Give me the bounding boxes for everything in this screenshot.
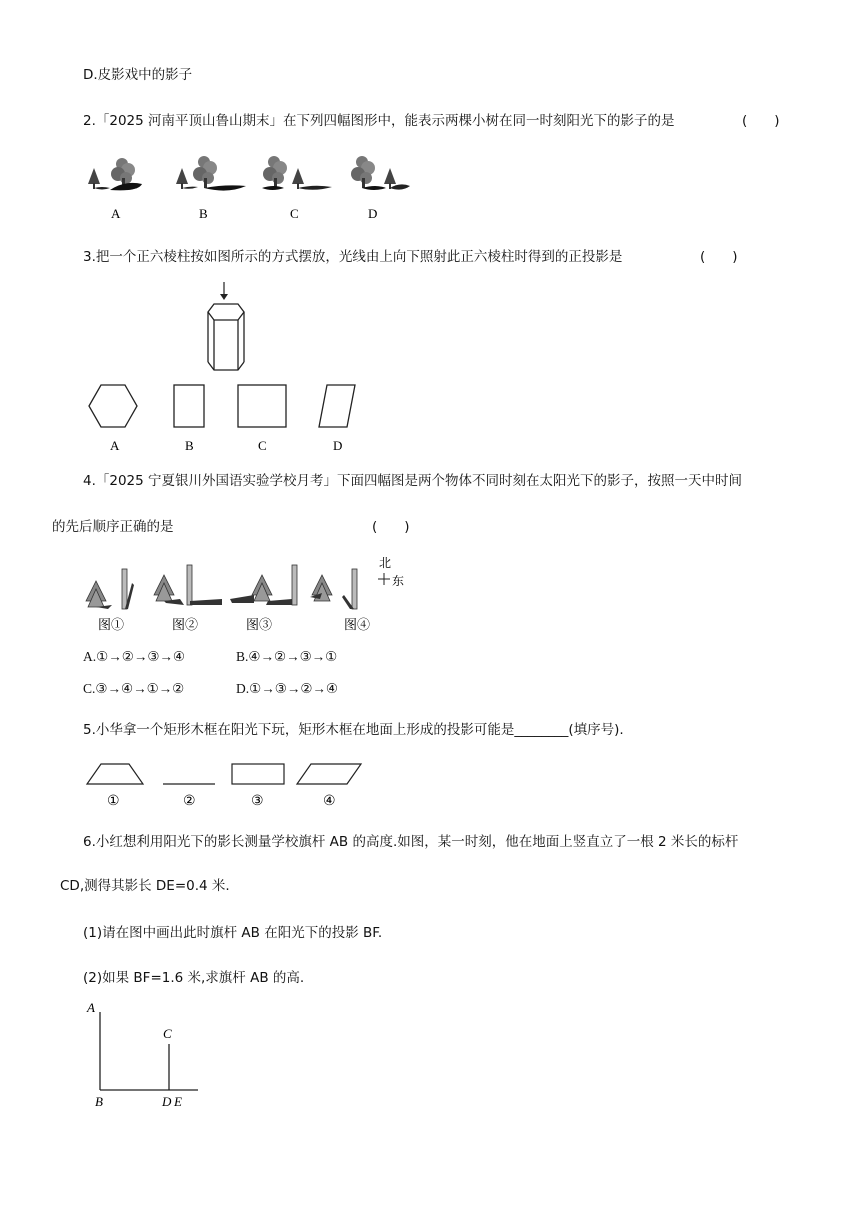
q4-fig-label-4: 图④ — [344, 617, 371, 632]
q5-figure — [85, 760, 370, 810]
q4-fig2 — [154, 565, 222, 605]
q4-option-a: A.①→②→③→④ — [83, 649, 186, 664]
q4-fig-label-2: 图② — [172, 617, 199, 632]
q4-fig1 — [86, 569, 134, 609]
q5-stem: 5.小华拿一个矩形木框在阳光下玩，矩形木框在地面上形成的投影可能是________(填序号). — [83, 722, 624, 738]
q4-answer-paren: ( ) — [372, 519, 410, 535]
compass-icon — [378, 556, 404, 588]
q6-part2: (2)如果 BF=1.6 米,求旗杆 AB 的高. — [83, 970, 305, 986]
q2-option-a-trees — [88, 158, 142, 190]
parallelogram-shape — [297, 764, 361, 784]
q1-option-d: D.皮影戏中的影子 — [83, 67, 193, 83]
q3-answer-paren: ( ) — [700, 249, 738, 265]
q2-option-c-trees — [262, 156, 332, 190]
q3-label-c: C — [258, 438, 267, 453]
q3-stem: 3.把一个正六棱柱按如图所示的方式摆放，光线由上向下照射此正六棱柱时得到的正投影是 — [83, 249, 623, 265]
q3-options-figure — [85, 380, 375, 460]
point-label-c: C — [163, 1026, 172, 1041]
q2-figure — [80, 150, 420, 225]
q3-label-d: D — [333, 438, 343, 453]
wide-rectangle-shape — [238, 385, 286, 427]
q3-prism-figure — [190, 280, 270, 375]
q6-flagpole-diagram — [85, 998, 210, 1113]
q4-stem-line2: 的先后顺序正确的是 — [52, 519, 174, 535]
q4-figure — [82, 555, 417, 635]
q4-stem: 4.「2025 宁夏银川外国语实验学校月考」下面四幅图是两个物体不同时刻在太阳光下的影子，按照一天中时间 — [83, 473, 743, 489]
q6-stem-line2: CD,测得其影长 DE=0.4 米. — [60, 878, 230, 894]
q6-stem: 6.小红想利用阳光下的影长测量学校旗杆 AB 的高度.如图，某一时刻，他在地面上竖直立了一根 2 米长的标杆 — [83, 834, 739, 850]
q3-label-b: B — [185, 438, 194, 453]
q3-label-a: A — [110, 438, 120, 453]
q4-fig-label-3: 图③ — [246, 617, 273, 632]
compass-east-label: 东 — [392, 574, 405, 588]
parallelogram-shape — [319, 385, 355, 427]
q5-label-4: ④ — [323, 794, 336, 809]
rectangle-shape — [232, 764, 284, 784]
q2-label-c: C — [290, 206, 299, 221]
q2-label-d: D — [368, 206, 378, 221]
q2-option-b-trees — [176, 156, 246, 191]
q2-label-b: B — [199, 206, 208, 221]
q5-label-2: ② — [183, 794, 196, 809]
q2-option-d-trees — [351, 156, 410, 190]
q2-stem: 2.「2025 河南平顶山鲁山期末」在下列四幅图形中，能表示两棵小树在同一时刻阳光下的影子的是 — [83, 113, 675, 129]
hexagon-shape — [89, 385, 137, 427]
trapezoid-shape — [87, 764, 143, 784]
point-label-a: A — [87, 1000, 95, 1015]
q2-label-a: A — [111, 206, 121, 221]
q4-fig3 — [230, 565, 297, 605]
point-label-b: B — [95, 1094, 103, 1109]
q4-option-c: C.③→④→①→② — [83, 681, 185, 696]
q4-option-b: B.④→②→③→① — [236, 649, 338, 664]
point-label-e: E — [174, 1094, 182, 1109]
narrow-rectangle-shape — [174, 385, 204, 427]
q4-option-d: D.①→③→②→④ — [236, 681, 339, 696]
q4-fig4 — [310, 569, 357, 609]
compass-north-label: 北 — [379, 556, 392, 570]
q5-label-1: ① — [107, 794, 120, 809]
point-label-d: D — [162, 1094, 172, 1109]
q6-part1: (1)请在图中画出此时旗杆 AB 在阳光下的投影 BF. — [83, 925, 383, 941]
q2-answer-paren: ( ) — [742, 113, 780, 129]
q5-label-3: ③ — [251, 794, 264, 809]
q4-fig-label-1: 图① — [98, 617, 125, 632]
